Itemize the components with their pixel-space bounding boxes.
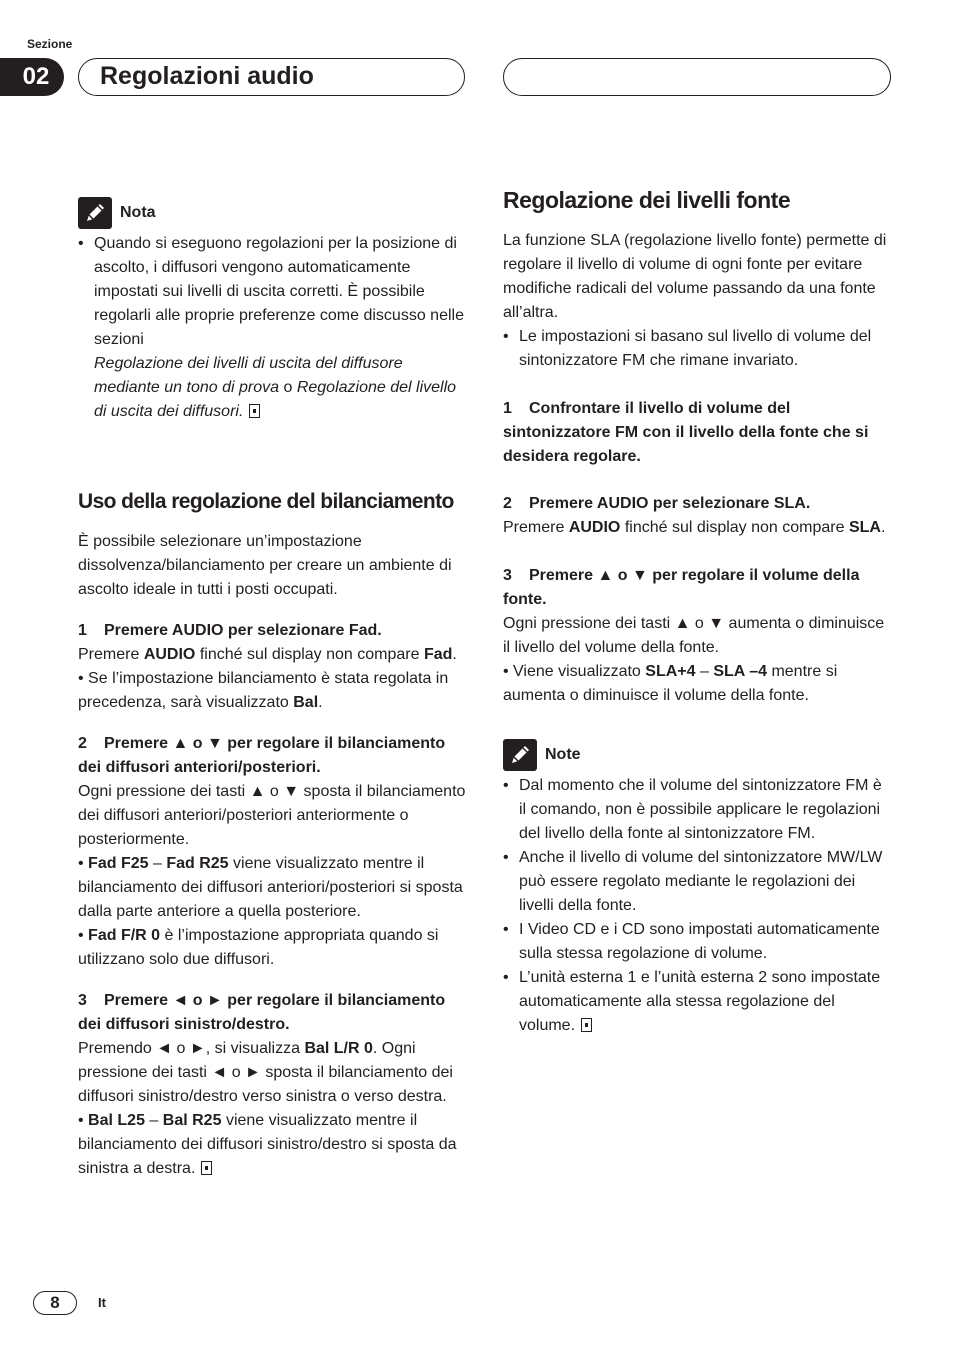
end-mark-icon [581,1018,592,1032]
language-code: It [98,1295,106,1310]
step-3-title: 3 Premere ◄ o ► per regolare il bilanciamento dei diffusori sinistro/destro. [78,992,446,1033]
step-2-body: Ogni pressione dei tasti ▲ o ▼ sposta il bilanciamento dei diffusori anteriori/posteriori anteriormente o posteriormente. [78,783,466,848]
note-label: Note [545,746,581,763]
section-number: 02 [0,58,64,96]
sla-intro: La funzione SLA (regolazione livello fonte) permette di regolare il livello di volume di ogni fonte per evitare modifiche radicali del volume passando da una fonte all’altra. [503,232,887,321]
intro-paragraph: È possibile selezionare un’impostazione dissolvenza/bilanciamento per creare un ambiente di ascolto ideale in tutti i posti occupati. [78,533,452,598]
note-header [503,738,893,772]
step-1-body: Premere AUDIO finché sul display non compare Fad. [78,646,457,663]
step-3-bullet: • Bal L25 – Bal R25 viene visualizzato mentre il bilanciamento dei diffusori sinistro/destro si sposta da sinistra a destra. [78,1112,457,1177]
sla-step-2-title: 2 Premere AUDIO per selezionare SLA. [503,495,811,512]
page-number: 8 [33,1291,77,1315]
step-1-title: 1 Premere AUDIO per selezionare Fad. [78,622,382,639]
right-column [503,188,893,1038]
note-header [78,196,466,230]
pencil-note-icon [503,739,537,771]
sla-step-3-title: 3 Premere ▲ o ▼ per regolare il volume della fonte. [503,567,860,608]
step-2-title: 2 Premere ▲ o ▼ per regolare il bilanciamento dei diffusori anteriori/posteriori. [78,735,446,776]
step-2-bullet-2: • Fad F/R 0 è l’impostazione appropriata quando si utilizzano solo due diffusori. [78,927,439,968]
end-mark-icon [201,1161,212,1175]
step-3-body: Premendo ◄ o ►, si visualizza Bal L/R 0. Ogni pressione dei tasti ◄ o ► sposta il bilanciamento dei diffusori sinistro/destro verso sinistra o verso destra. [78,1040,453,1105]
pencil-note-icon [78,197,112,229]
note-item: • Dal momento che il volume del sintonizzatore FM è il comando, non è possibile applicare le regolazioni del livello della fonte al sintonizzatore FM. [503,777,882,842]
step-2-bullet-1: • Fad F25 – Fad R25 viene visualizzato mentre il bilanciamento dei diffusori anteriori/posteriori si sposta dalla parte anteriore a quella posteriore. [78,855,463,920]
sla-step-2-body: Premere AUDIO finché sul display non compare SLA. [503,519,886,536]
section-heading-balance: Uso della regolazione del bilanciamento [78,490,454,513]
note-bullet: • Quando si eseguono regolazioni per la posizione di ascolto, i diffusori vengono automaticamente impostati sui livelli di uscita corretti. È possibile regolarli alle proprie preferenze come discusso nelle sezioni Regolazione dei livelli di uscita del diffusore mediante un tono di prova o Regolazione del livello di uscita dei diffusori. [78,235,464,420]
section-heading-sla: Regolazione dei livelli fonte [503,187,791,213]
sla-step-1-title: 1 Confrontare il livello di volume del sintonizzatore FM con il livello della fonte che si desidera regolare. [503,400,869,465]
note-item: • Anche il livello di volume del sintonizzatore MW/LW può essere regolato mediante le regolazioni dei livelli della fonte. [503,849,883,914]
end-mark-icon [249,404,260,418]
sla-intro-bullet: • Le impostazioni si basano sul livello di volume del sintonizzatore FM che rimane invariato. [503,328,872,369]
note-item: • I Video CD e i CD sono impostati automaticamente sulla stessa regolazione di volume. [503,921,880,962]
section-label: Sezione [27,37,73,51]
sla-step-3-bullet: • Viene visualizzato SLA+4 – SLA –4 mentre si aumenta o diminuisce il volume della fonte. [503,663,838,704]
note-label: Nota [120,204,156,221]
note-item: • L’unità esterna 1 e l’unità esterna 2 sono impostate automaticamente alla stessa regolazione del volume. [503,969,881,1034]
step-1-bullet: • Se l’impostazione bilanciamento è stata regolata in precedenza, sarà visualizzato Bal. [78,670,449,711]
left-column [78,196,466,1181]
header-empty-box [503,58,891,96]
page-title: Regolazioni audio [78,58,465,96]
sla-step-3-body: Ogni pressione dei tasti ▲ o ▼ aumenta o diminuisce il livello del volume della fonte. [503,615,885,656]
